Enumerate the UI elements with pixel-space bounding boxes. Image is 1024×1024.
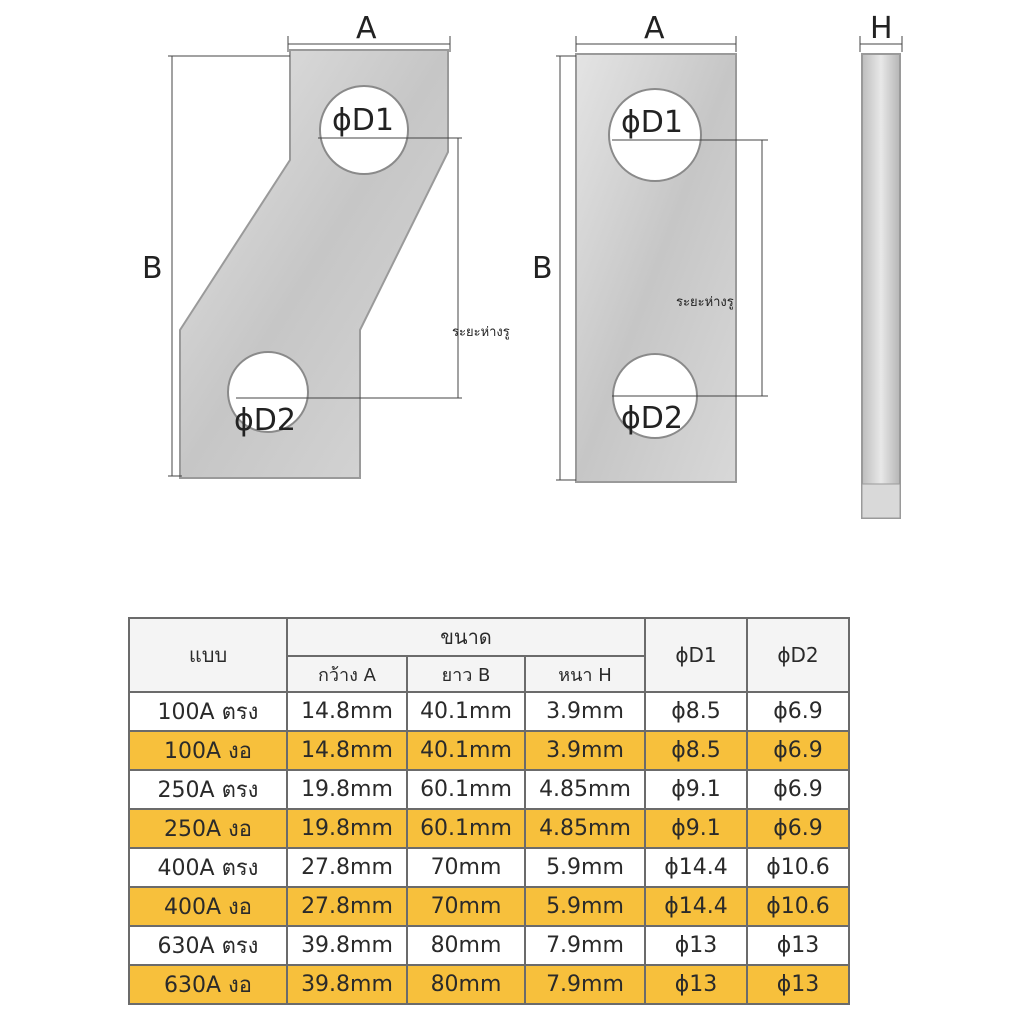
cell-b: 60.1mm [407,770,525,809]
cell-model: 400A งอ [129,887,287,926]
cell-d2: ϕ13 [747,926,849,965]
dim-a-label: A [356,11,377,46]
dim-a-label: A [644,11,665,46]
cell-h: 5.9mm [525,848,645,887]
cell-h: 4.85mm [525,770,645,809]
hole-d1-label: ϕD1 [621,105,683,140]
cell-a: 14.8mm [287,731,407,770]
side-view-busbar [862,54,900,518]
dim-b-label: B [532,251,553,286]
header-thickness: หนา H [525,656,645,692]
cell-d2: ϕ6.9 [747,692,849,731]
cell-model: 630A ตรง [129,926,287,965]
hole-d2-label: ϕD2 [234,403,296,438]
dim-b-label: B [142,251,163,286]
cell-h: 5.9mm [525,887,645,926]
hole-spacing-label: ระยะห่างรู [452,325,510,340]
cell-model: 100A ตรง [129,692,287,731]
cell-b: 40.1mm [407,692,525,731]
cell-model: 630A งอ [129,965,287,1004]
cell-model: 250A งอ [129,809,287,848]
cell-a: 14.8mm [287,692,407,731]
cell-a: 27.8mm [287,887,407,926]
table-row [129,809,849,848]
cell-b: 70mm [407,887,525,926]
cell-b: 80mm [407,965,525,1004]
cell-d2: ϕ6.9 [747,809,849,848]
table-row [129,965,849,1004]
cell-a: 39.8mm [287,965,407,1004]
cell-d2: ϕ6.9 [747,770,849,809]
spec-table [128,617,850,1005]
cell-a: 19.8mm [287,809,407,848]
cell-d1: ϕ13 [645,965,747,1004]
cell-b: 70mm [407,848,525,887]
cell-d1: ϕ9.1 [645,770,747,809]
cell-b: 80mm [407,926,525,965]
header-d2: ϕD2 [747,618,849,692]
cell-d1: ϕ14.4 [645,848,747,887]
cell-d2: ϕ6.9 [747,731,849,770]
cell-d2: ϕ10.6 [747,848,849,887]
table-row [129,770,849,809]
cell-b: 60.1mm [407,809,525,848]
cell-d1: ϕ8.5 [645,692,747,731]
header-length: ยาว B [407,656,525,692]
cell-d1: ϕ9.1 [645,809,747,848]
cell-model: 400A ตรง [129,848,287,887]
bent-busbar [180,50,448,478]
cell-h: 3.9mm [525,731,645,770]
cell-a: 19.8mm [287,770,407,809]
header-size: ขนาด [287,618,645,656]
cell-d2: ϕ13 [747,965,849,1004]
table-row [129,731,849,770]
cell-a: 39.8mm [287,926,407,965]
table-row [129,926,849,965]
cell-h: 4.85mm [525,809,645,848]
table-row [129,848,849,887]
table-row [129,887,849,926]
hole-d1-label: ϕD1 [332,103,394,138]
cell-h: 7.9mm [525,965,645,1004]
header-model: แบบ [129,618,287,692]
cell-h: 7.9mm [525,926,645,965]
hole-d2-label: ϕD2 [621,401,683,436]
header-d1: ϕD1 [645,618,747,692]
hole-spacing-label: ระยะห่างรู [676,295,734,310]
cell-d1: ϕ13 [645,926,747,965]
cell-d1: ϕ8.5 [645,731,747,770]
cell-a: 27.8mm [287,848,407,887]
cell-h: 3.9mm [525,692,645,731]
table-row [129,692,849,731]
cell-model: 250A ตรง [129,770,287,809]
cell-b: 40.1mm [407,731,525,770]
dim-h-label: H [870,11,893,46]
cell-d1: ϕ14.4 [645,887,747,926]
cell-model: 100A งอ [129,731,287,770]
cell-d2: ϕ10.6 [747,887,849,926]
header-width: กว้าง A [287,656,407,692]
